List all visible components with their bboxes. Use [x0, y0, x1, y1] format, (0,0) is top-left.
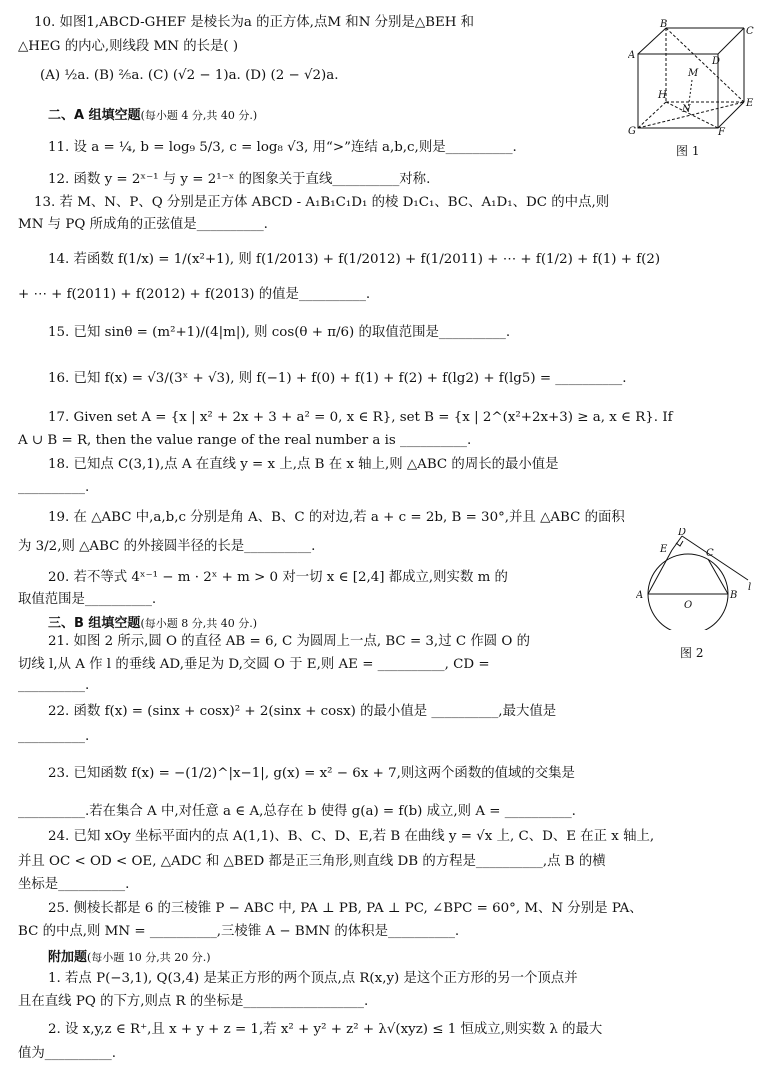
q13-line2: MN 与 PQ 所成角的正弦值是__________. — [18, 217, 268, 232]
label-A2: A — [636, 590, 644, 601]
label-M: M — [688, 68, 699, 79]
q10-options: (A) ½a. (B) ⅖a. (C) (√2 − 1)a. (D) (2 − √2)a. — [40, 68, 339, 83]
q21-line2: 切线 l,从 A 作 l 的垂线 AD,垂足为 D,交圆 O 于 E,则 AE = __________, CD = — [18, 657, 490, 672]
q10-line2: △HEG 的内心,则线段 MN 的长是( ) — [18, 39, 239, 54]
q21-line1: 21. 如图 2 所示,圆 O 的直径 AB = 6, C 为圆周上一点, BC = 3,过 C 作圆 O 的 — [48, 634, 531, 649]
label-E2: E — [660, 544, 668, 555]
figure2-caption: 图 2 — [680, 646, 704, 660]
bonus-q2-line1: 2. 设 x,y,z ∈ R⁺,且 x + y + z = 1,若 x² + y² + z² + λ√(xyz) ≤ 1 恒成立,则实数 λ 的最大 — [48, 1022, 603, 1037]
label-l: l — [748, 582, 752, 593]
section3-title: 三、B 组填空题 — [48, 616, 141, 631]
section3-heading — [48, 612, 257, 631]
label-O: O — [684, 600, 693, 611]
section2-note: (每小题 4 分,共 40 分.) — [140, 109, 258, 122]
section2-title: 二、A 组填空题 — [48, 108, 141, 123]
bonus-q1-line2: 且在直线 PQ 的下方,则点 R 的坐标是__________________. — [18, 994, 369, 1009]
q14-line1: 14. 若函数 f(1/x) = 1/(x²+1), 则 f(1/2013) + f(1/2012) + f(1/2011) + ⋯ + f(1/2) + f(1) + f(2) — [48, 252, 661, 267]
q17-line1: 17. Given set A = {x | x² + 2x + 3 + a² = 0, x ∈ R}, set B = {x | 2^(x²+2x+3) ≥ a, x ∈ R}. If — [48, 410, 673, 425]
q24-line1: 24. 已知 xOy 坐标平面内的点 A(1,1)、B、C、D、E,若 B 在曲线 y = √x 上, C、D、E 在正 x 轴上, — [48, 829, 655, 844]
bonus-q2-line2: 值为__________. — [18, 1046, 116, 1061]
q18-line2: __________. — [18, 480, 90, 495]
label-B: B — [660, 19, 668, 30]
q25-line2: BC 的中点,则 MN = __________,三棱锥 A − BMN 的体积是__________. — [18, 924, 460, 939]
q20-line2: 取值范围是__________. — [18, 592, 157, 607]
q14-line2: + ⋯ + f(2011) + f(2012) + f(2013) 的值是__________. — [18, 287, 371, 302]
label-N: N — [682, 104, 691, 115]
label-D2: D — [678, 528, 687, 538]
q23-line1: 23. 已知函数 f(x) = −(1/2)^|x−1|, g(x) = x² − 6x + 7,则这两个函数的值域的交集是 — [48, 766, 575, 781]
q20-line1: 20. 若不等式 4ˣ⁻¹ − m · 2ˣ + m > 0 对一切 x ∈ [2,4] 都成立,则实数 m 的 — [48, 570, 508, 585]
tangent-l — [682, 536, 748, 580]
figure1-caption: 图 1 — [676, 144, 700, 158]
cube-figure — [628, 18, 756, 136]
label-G: G — [628, 126, 636, 136]
q10-line1: 10. 如图1,ABCD-GHEF 是棱长为a 的正方体,点M 和N 分别是△BEH 和 — [34, 15, 475, 30]
q19-line1: 19. 在 △ABC 中,a,b,c 分别是角 A、B、C 的对边,若 a + c = 2b, B = 30°,并且 △ABC 的面积 — [48, 510, 625, 525]
q12: 12. 函数 y = 2ˣ⁻¹ 与 y = 2¹⁻ˣ 的图象关于直线__________对称. — [48, 172, 431, 187]
q18-line1: 18. 已知点 C(3,1),点 A 在直线 y = x 上,点 B 在 x 轴上,则 △ABC 的周长的最小值是 — [48, 457, 559, 472]
bonus-q1-line1: 1. 若点 P(−3,1), Q(3,4) 是某正方形的两个顶点,点 R(x,y) 是这个正方形的另一个顶点并 — [48, 971, 578, 986]
label-B2: B — [730, 590, 738, 601]
label-A: A — [628, 50, 636, 61]
label-F: F — [718, 127, 725, 136]
bonus-heading — [48, 946, 211, 965]
circle-o — [648, 554, 728, 630]
label-C: C — [746, 26, 754, 37]
q23-line2: __________.若在集合 A 中,对任意 a ∈ A,总存在 b 使得 g(a) = f(b) 成立,则 A = __________. — [18, 804, 576, 819]
bonus-note: (每小题 10 分,共 20 分.) — [87, 951, 211, 964]
q24-line3: 坐标是__________. — [18, 877, 130, 892]
label-D: D — [712, 56, 721, 67]
q24-line2: 并且 OC < OD < OE, △ADC 和 △BED 都是正三角形,则直线 DB 的方程是__________,点 B 的横 — [18, 854, 606, 869]
label-E: E — [746, 98, 754, 109]
section3-note: (每小题 8 分,共 40 分.) — [140, 617, 257, 630]
q19-line2: 为 3/2,则 △ABC 的外接圆半径的长是__________. — [18, 539, 316, 554]
circle-figure — [636, 528, 756, 630]
q21-line3: __________. — [18, 678, 90, 693]
q16: 16. 已知 f(x) = √3/(3ˣ + √3), 则 f(−1) + f(0) + f(1) + f(2) + f(lg2) + f(lg5) = __________. — [48, 371, 627, 386]
q22-line2: __________. — [18, 729, 90, 744]
q22-line1: 22. 函数 f(x) = (sinx + cosx)² + 2(sinx + cosx) 的最小值是 __________,最大值是 — [48, 704, 557, 719]
q11: 11. 设 a = ¼, b = log₉ 5/3, c = log₈ √3, 用“>”连结 a,b,c,则是__________. — [48, 140, 517, 155]
q17-line2: A ∪ B = R, then the value range of the real number a is __________. — [18, 433, 472, 448]
bonus-title: 附加题 — [48, 950, 88, 965]
q15: 15. 已知 sinθ = (m²+1)/(4|m|), 则 cos(θ + π/6) 的取值范围是__________. — [48, 325, 511, 340]
section2-heading — [48, 104, 257, 123]
label-C2: C — [706, 548, 714, 559]
label-H: H — [658, 90, 667, 101]
q25-line1: 25. 侧棱长都是 6 的三棱锥 P − ABC 中, PA ⊥ PB, PA ⊥ PC, ∠BPC = 60°, M、N 分别是 PA、 — [48, 901, 643, 916]
q13-line1: 13. 若 M、N、P、Q 分别是正方体 ABCD - A₁B₁C₁D₁ 的棱 D₁C₁、BC、A₁D₁、DC 的中点,则 — [34, 195, 610, 210]
